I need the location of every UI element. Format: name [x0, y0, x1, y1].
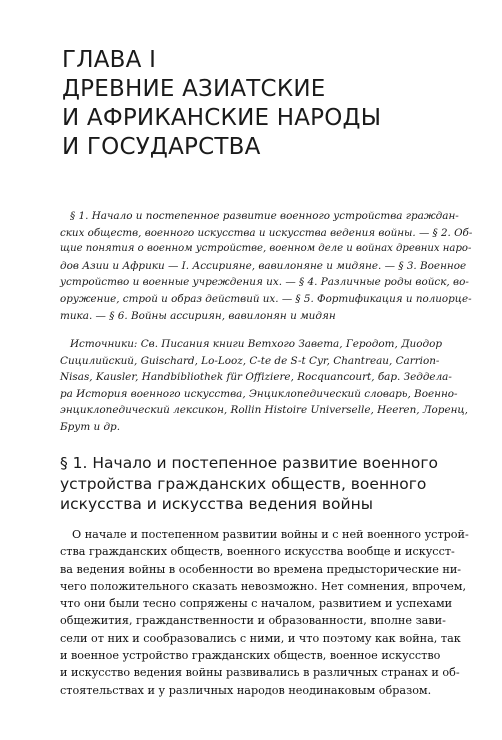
contents-line: ских обществ, военного искусства и искусства ведения войны. — § 2. Об- — [60, 226, 473, 239]
section-heading — [60, 453, 470, 515]
contents-line: тика. — § 6. Войны ассириян, вавилонян и мидян — [60, 309, 336, 322]
sources-line: Nisas, Kausler, Handbibliothek für Offiziere, Rocquancourt, бар. Зеддела- — [60, 371, 452, 384]
chapter-title-line: И АФРИКАНСКИЕ НАРОДЫ — [62, 105, 382, 131]
body-line: стоятельствах и у различных народов неодинаковым образом. — [60, 683, 432, 697]
sources-line: Брут и др. — [60, 420, 121, 433]
section-heading-line: искусства и искусства ведения войны — [60, 495, 373, 513]
body-line: что они были тесно сопряжены с началом, развитием и успехами — [60, 597, 453, 611]
body-line: чего положительного сказать невозможно. Нет сомнения, впрочем, — [60, 579, 467, 593]
sources-line: Сицилийский, Guischard, Lo-Looz, C-te de S-t Cyr, Chantreau, Carrion- — [60, 354, 440, 367]
sources-line: энциклопедический лексикон, Rollin Histoire Universelle, Heeren, Лоренц, — [60, 404, 468, 417]
body-line: и искусство ведения войны развивались в различных странах и об- — [60, 666, 460, 680]
contents-line: оружение, строй и образ действий их. — § 5. Фортификация и полиорце- — [60, 292, 472, 305]
contents-line: § 1. Начало и постепенное развитие военного устройства граждан- — [70, 210, 459, 222]
body-line: ва ведения войны в особенности во времена предысторические ни- — [60, 562, 462, 576]
chapter-title-line: И ГОСУДАРСТВА — [62, 134, 261, 160]
body-line: О начале и постепенном развитии войны и с ней военного устрой- — [72, 528, 469, 541]
body-paragraph — [60, 526, 469, 699]
contents-line: дов Азии и Африки — I. Ассирияне, вавилоняне и мидяне. — § 3. Военное — [60, 259, 467, 272]
contents-line: щие понятия о военном устройстве, военном деле и войнах древних наро- — [60, 243, 472, 255]
body-line: и военное устройство гражданских обществ, военное искусство — [60, 649, 441, 663]
body-line: сели от них и сообразовались с ними, и что поэтому как война, так — [60, 631, 461, 645]
chapter-contents — [60, 208, 473, 324]
contents-line: устройство и военные учреждения их. — § 4. Различные роды войск, во- — [60, 276, 469, 289]
section-heading-line: устройства гражданских обществ, военного — [60, 474, 427, 493]
section-heading-line: § 1. Начало и постепенное развитие военного — [60, 454, 438, 472]
body-line: ства гражданских обществ, военного искусства вообще и искусст- — [60, 545, 455, 559]
chapter-title — [62, 46, 472, 162]
sources-line: Источники: Св. Писания книги Ветхого Завета, Геродот, Диодор — [70, 338, 442, 350]
chapter-title-line: ДРЕВНИЕ АЗИАТСКИЕ — [62, 76, 326, 102]
chapter-title-line: ГЛАВА I — [62, 47, 157, 73]
sources-line: ра История военного искусства, Энциклопедический словарь, Военно- — [60, 387, 458, 400]
body-line: общежития, гражданственности и образованности, вполне зави- — [60, 614, 446, 628]
sources-list — [60, 336, 468, 436]
